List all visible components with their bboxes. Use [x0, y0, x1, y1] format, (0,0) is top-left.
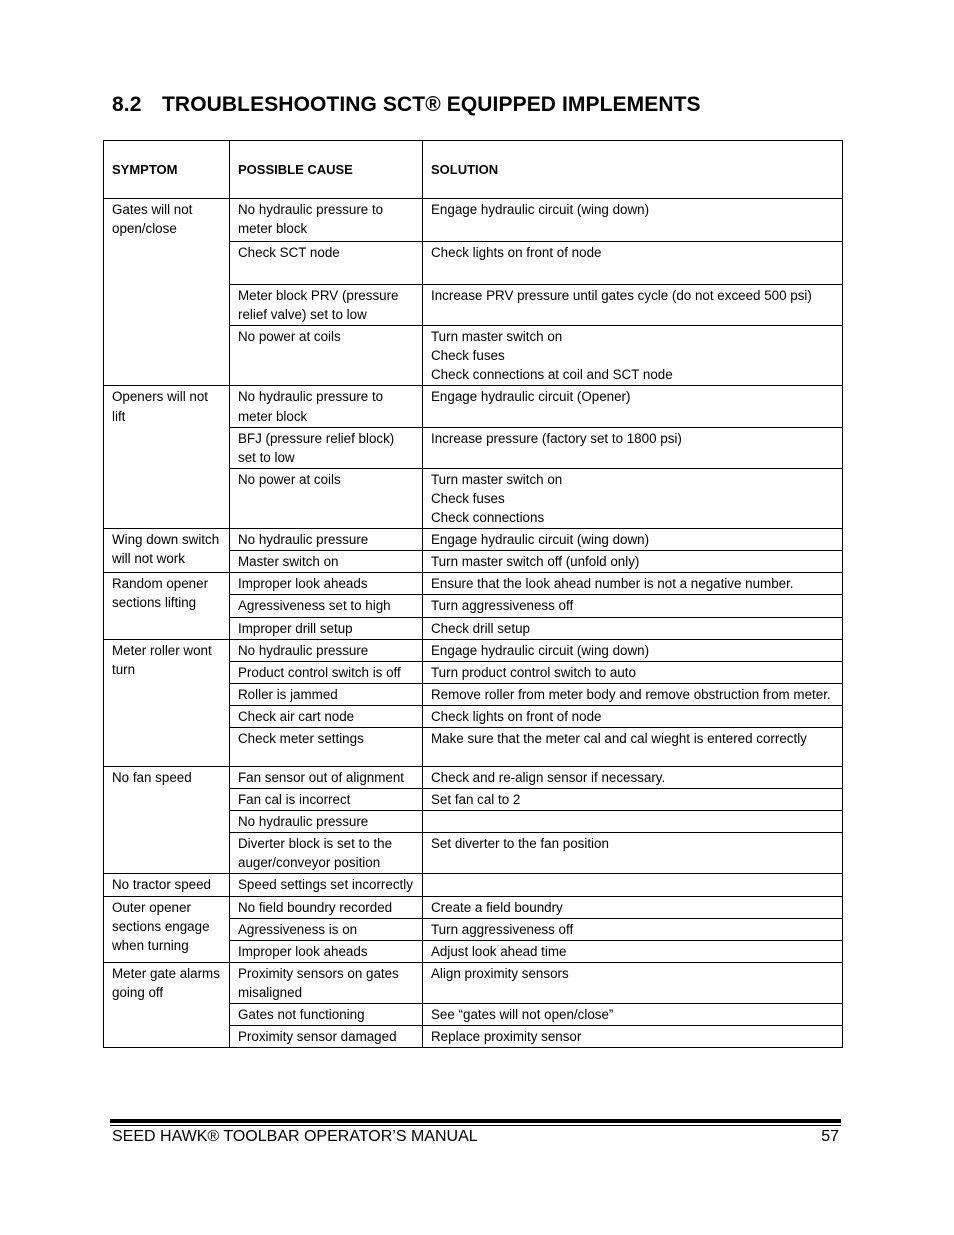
cause-cell: No power at coils	[230, 326, 423, 386]
cause-cell: No field boundry recorded	[230, 896, 423, 918]
table-row	[104, 896, 843, 918]
solution-cell	[423, 529, 843, 551]
solution-cell	[423, 595, 843, 617]
solution-cell	[423, 874, 843, 896]
solution-cell	[423, 789, 843, 811]
cause-cell: Meter block PRV (pressure relief valve) set to low	[230, 285, 423, 326]
solution-line: Increase pressure (factory set to 1800 psi)	[431, 430, 682, 446]
cause-cell: Fan cal is incorrect	[230, 789, 423, 811]
table-row	[104, 766, 843, 788]
table-row	[104, 386, 843, 427]
solution-line: Ensure that the look ahead number is not a negative number.	[431, 576, 794, 592]
cause-cell: No hydraulic pressure to meter block	[230, 199, 423, 242]
table-row	[104, 529, 843, 551]
cause-cell: Product control switch is off	[230, 661, 423, 683]
solution-cell	[423, 833, 843, 874]
solution-cell	[423, 551, 843, 573]
solution-cell	[423, 661, 843, 683]
solution-line: Check drill setup	[431, 620, 530, 636]
solution-line: Engage hydraulic circuit (wing down)	[431, 202, 650, 217]
solution-cell	[423, 468, 843, 528]
solution-cell	[423, 1026, 843, 1048]
symptom-cell: Random opener sections lifting	[104, 573, 230, 639]
cause-cell: Improper look aheads	[230, 573, 423, 595]
solution-line: Turn master switch on	[431, 329, 563, 345]
solution-line: Turn master switch on	[431, 471, 563, 487]
footer-page-number: 57	[821, 1128, 839, 1145]
cause-cell: Improper look aheads	[230, 940, 423, 962]
section-number: 8.2	[112, 93, 142, 116]
solution-line: Set fan cal to 2	[431, 792, 521, 808]
solution-line: Create a field boundry	[431, 899, 563, 915]
cause-cell: Fan sensor out of alignment	[230, 766, 423, 788]
solution-cell	[423, 427, 843, 468]
solution-line: Adjust look ahead time	[431, 943, 567, 959]
footer-rule-thick	[110, 1119, 841, 1123]
solution-line: Increase PRV pressure until gates cycle (do not exceed 500 psi)	[431, 288, 812, 303]
solution-cell	[423, 326, 843, 386]
solution-cell	[423, 242, 843, 285]
table-row	[104, 874, 843, 896]
symptom-cell: No fan speed	[104, 766, 230, 873]
solution-cell	[423, 199, 843, 242]
symptom-cell: Meter gate alarms going off	[104, 962, 230, 1047]
solution-line: Check fuses	[431, 490, 505, 506]
table-header-row	[104, 141, 843, 199]
header-symptom: SYMPTOM	[104, 141, 230, 199]
cause-cell: Agressiveness set to high	[230, 595, 423, 617]
cause-cell: Master switch on	[230, 551, 423, 573]
header-possible-cause: POSSIBLE CAUSE	[230, 141, 423, 199]
cause-cell: No power at coils	[230, 468, 423, 528]
solution-line: Turn aggressiveness off	[431, 598, 574, 614]
solution-cell	[423, 285, 843, 326]
cause-cell: Check meter settings	[230, 727, 423, 766]
solution-line: Check lights on front of node	[431, 708, 602, 724]
table-row	[104, 962, 843, 1003]
troubleshooting-table	[103, 140, 843, 1048]
section-title: TROUBLESHOOTING SCT® EQUIPPED IMPLEMENTS	[162, 93, 701, 116]
solution-cell	[423, 386, 843, 427]
cause-cell: Check air cart node	[230, 705, 423, 727]
symptom-cell: Wing down switch will not work	[104, 529, 230, 573]
solution-cell	[423, 811, 843, 833]
cause-cell: Speed settings set incorrectly	[230, 874, 423, 896]
solution-line: Turn aggressiveness off	[431, 921, 574, 937]
solution-line: Engage hydraulic circuit (wing down)	[431, 642, 650, 658]
symptom-cell: Outer opener sections engage when turning	[104, 896, 230, 962]
solution-line: Make sure that the meter cal and cal wieght is entered correctly	[431, 730, 807, 746]
symptom-cell: Gates will not open/close	[104, 199, 230, 386]
symptom-cell: Openers will not lift	[104, 386, 230, 529]
solution-line: Check connections	[431, 510, 545, 526]
cause-cell: No hydraulic pressure to meter block	[230, 386, 423, 427]
solution-line: See “gates will not open/close”	[431, 1007, 614, 1022]
solution-cell	[423, 918, 843, 940]
solution-cell	[423, 727, 843, 766]
solution-line: Check connections at coil and SCT node	[431, 367, 673, 383]
solution-cell	[423, 1004, 843, 1026]
solution-cell	[423, 617, 843, 639]
section-heading	[112, 90, 701, 120]
solution-line: Align proximity sensors	[431, 965, 569, 981]
solution-line: Turn product control switch to auto	[431, 664, 636, 680]
solution-line: Check and re-align sensor if necessary.	[431, 769, 666, 785]
cause-cell: Roller is jammed	[230, 683, 423, 705]
cause-cell: Agressiveness is on	[230, 918, 423, 940]
cause-cell: Gates not functioning	[230, 1004, 423, 1026]
solution-line: Check fuses	[431, 348, 505, 364]
solution-cell	[423, 705, 843, 727]
solution-cell	[423, 683, 843, 705]
solution-line: Turn master switch off (unfold only)	[431, 554, 640, 570]
cause-cell: Check SCT node	[230, 242, 423, 285]
solution-line: Set diverter to the fan position	[431, 836, 609, 852]
solution-line: Remove roller from meter body and remove obstruction from meter.	[431, 686, 831, 702]
solution-line: Check lights on front of node	[431, 245, 602, 260]
cause-cell: Diverter block is set to the auger/conveyor position	[230, 833, 423, 874]
cause-cell: Proximity sensors on gates misaligned	[230, 962, 423, 1003]
cause-cell: Improper drill setup	[230, 617, 423, 639]
solution-cell	[423, 896, 843, 918]
cause-cell: No hydraulic pressure	[230, 811, 423, 833]
solution-cell	[423, 766, 843, 788]
solution-cell	[423, 940, 843, 962]
solution-line: Engage hydraulic circuit (Opener)	[431, 389, 631, 405]
solution-line: Replace proximity sensor	[431, 1029, 582, 1045]
cause-cell: BFJ (pressure relief block) set to low	[230, 427, 423, 468]
solution-cell	[423, 573, 843, 595]
cause-cell: Proximity sensor damaged	[230, 1026, 423, 1048]
cause-cell: No hydraulic pressure	[230, 639, 423, 661]
symptom-cell: Meter roller wont turn	[104, 639, 230, 766]
solution-cell	[423, 962, 843, 1003]
cause-cell: No hydraulic pressure	[230, 529, 423, 551]
symptom-cell: No tractor speed	[104, 874, 230, 896]
footer-manual-title: SEED HAWK® TOOLBAR OPERATOR’S MANUAL	[112, 1128, 478, 1145]
solution-cell	[423, 639, 843, 661]
table-row	[104, 639, 843, 661]
solution-line: Engage hydraulic circuit (wing down)	[431, 532, 650, 548]
table-row	[104, 573, 843, 595]
footer-rule-thin	[110, 1125, 841, 1126]
table-row	[104, 199, 843, 242]
header-solution: SOLUTION	[423, 141, 843, 199]
